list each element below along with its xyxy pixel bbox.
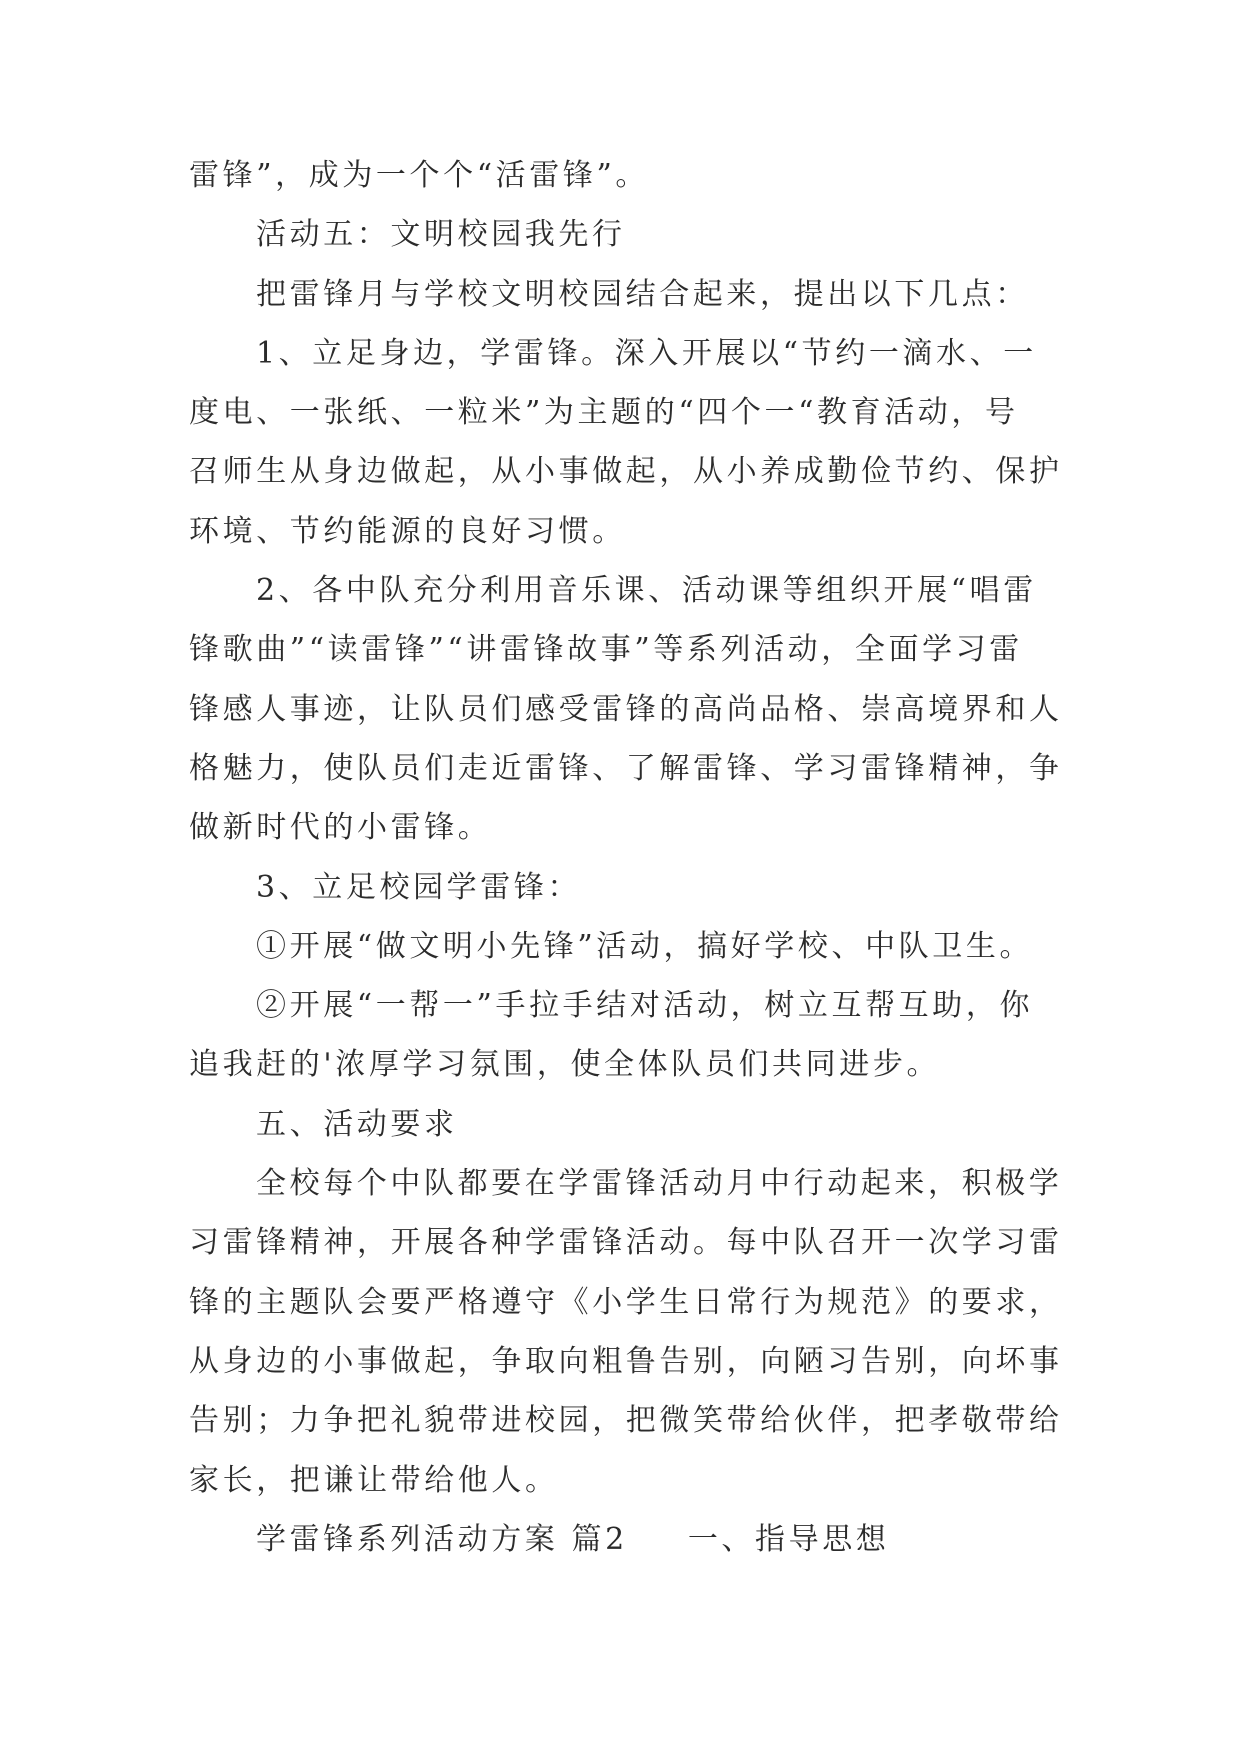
footer-title: 学雷锋系列活动方案 篇2 [256, 1521, 628, 1557]
sub-item-2: ②开展“一帮一”手拉手结对活动，树立互帮互助，你 [256, 988, 1034, 1024]
list-item-2: 2、各中队充分利用音乐课、活动课等组织开展“唱雷 [256, 573, 1037, 609]
paragraph-line: 家长，把谦让带给他人。 [189, 1462, 559, 1498]
activity-heading: 活动五：文明校园我先行 [256, 217, 626, 253]
paragraph-line: 度电、一张纸、一粒米”为主题的“四个一“教育活动，号 [189, 395, 1019, 431]
section-heading: 五、活动要求 [256, 1106, 458, 1142]
footer-line [189, 1520, 1069, 1560]
paragraph-line: 锋感人事迹，让队员们感受雷锋的高尚品格、崇高境界和人 [189, 691, 1063, 727]
paragraph-line: 全校每个中队都要在学雷锋活动月中行动起来，积极学 [256, 1166, 1063, 1202]
paragraph-line: 习雷锋精神，开展各种学雷锋活动。每中队召开一次学习雷 [189, 1225, 1063, 1261]
paragraph-line: 锋的主题队会要严格遵守《小学生日常行为规范》的要求， [189, 1284, 1063, 1320]
sub-item-1: ①开展“做文明小先锋”活动，搞好学校、中队卫生。 [256, 928, 1034, 964]
paragraph-line: 雷锋”，成为一个个“活雷锋”。 [189, 158, 650, 193]
list-item-3: 3、立足校园学雷锋： [256, 869, 582, 905]
list-item-1: 1、立足身边，学雷锋。深入开展以“节约一滴水、一 [256, 335, 1037, 371]
paragraph-line: 从身边的小事做起，争取向粗鲁告别，向陋习告别，向坏事 [189, 1343, 1063, 1379]
footer-heading: 一、指导思想 [687, 1521, 890, 1557]
paragraph-line: 召师生从身边做起，从小事做起，从小养成勤俭节约、保护 [189, 454, 1063, 490]
paragraph-line: 环境、节约能源的良好习惯。 [189, 513, 626, 549]
paragraph-line: 告别；力争把礼貌带进校园，把微笑带给伙伴，把孝敬带给 [189, 1403, 1063, 1439]
paragraph-line: 锋歌曲”“读雷锋”“讲雷锋故事”等系列活动，全面学习雷 [189, 632, 1023, 668]
document-body [189, 156, 1069, 1579]
paragraph-line: 格魅力，使队员们走近雷锋、了解雷锋、学习雷锋精神，争 [189, 750, 1063, 786]
paragraph-line: 追我赶的'浓厚学习氛围，使全体队员们共同进步。 [189, 1047, 941, 1083]
paragraph-line: 把雷锋月与学校文明校园结合起来，提出以下几点： [256, 276, 1029, 312]
paragraph-line: 做新时代的小雷锋。 [189, 810, 492, 846]
